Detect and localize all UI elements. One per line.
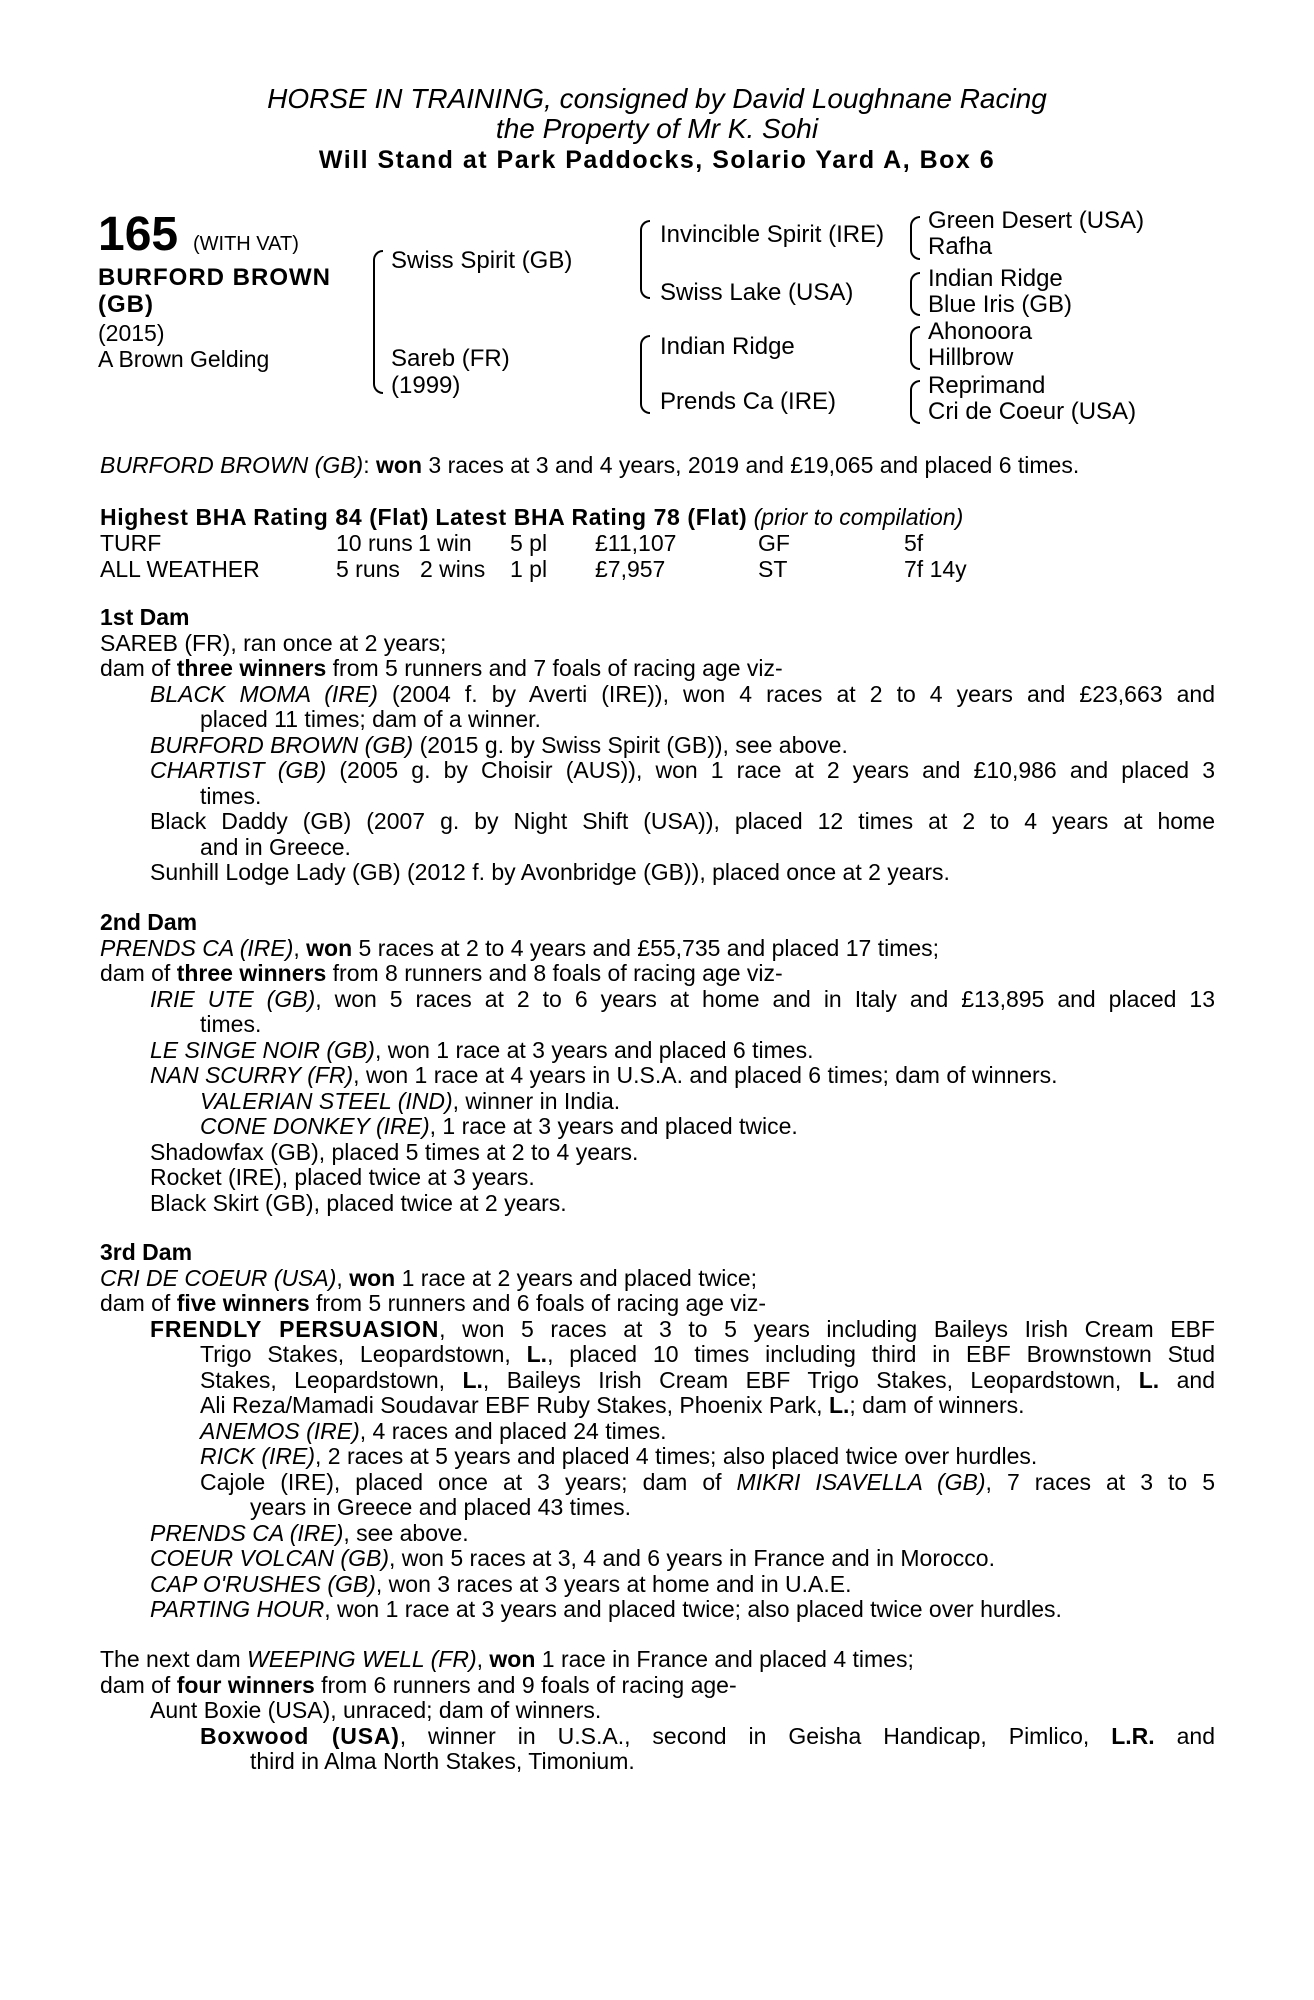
produce-entry: CONE DONKEY (IRE), 1 race at 3 years and placed twice. bbox=[200, 1113, 798, 1139]
produce-entry: CAP O'RUSHES (GB), won 3 races at 3 years at home and in U.A.E. bbox=[150, 1570, 852, 1597]
ped-g4: Blue Iris (GB) bbox=[928, 291, 1073, 318]
produce-entry: RICK (IRE), 2 races at 5 years and placed 4 times; also placed twice over hurdles. bbox=[200, 1443, 1038, 1469]
text-line: dam of three winners from 8 runners and 8 foals of racing age viz- bbox=[100, 960, 783, 986]
produce-entry: CHARTIST (GB) (2005 g. by Choisir (AUS)), won 1 race at 2 years and £10,986 and placed 3 bbox=[150, 757, 1215, 783]
third-dam-section bbox=[100, 1240, 1215, 1623]
text-line: SAREB (FR), ran once at 2 years; bbox=[100, 629, 447, 656]
ratings-cell: ST bbox=[758, 556, 788, 582]
ratings-cell: 1 win bbox=[418, 530, 472, 556]
ratings-cell: 1 pl bbox=[510, 556, 548, 582]
produce-entry: NAN SCURRY (FR), won 1 race at 4 years in U.S.A. and placed 6 times; dam of winners. bbox=[150, 1062, 1058, 1088]
vat-note: (WITH VAT) bbox=[193, 233, 299, 255]
produce-entry: BLACK MOMA (IRE) (2004 f. by Averti (IRE)), won 4 races at 2 to 4 years and £23,663 and bbox=[150, 680, 1215, 707]
ratings-cell: 10 runs bbox=[336, 530, 413, 556]
produce-entry-cont: years in Greece and placed 43 times. bbox=[250, 1494, 631, 1520]
produce-entry-cont: and in Greece. bbox=[200, 833, 351, 860]
ped-g5: Ahonoora bbox=[928, 318, 1033, 345]
horse-origin: (GB) bbox=[98, 291, 154, 318]
text-line: dam of five winners from 5 runners and 6 foals of racing age viz- bbox=[100, 1290, 767, 1316]
bracket-g3 bbox=[910, 326, 920, 370]
produce-entry: Cajole (IRE), placed once at 3 years; dam of MIKRI ISAVELLA (GB), 7 races at 3 to 5 bbox=[200, 1468, 1215, 1495]
ped-sire-sire: Invincible Spirit (IRE) bbox=[660, 221, 885, 248]
produce-entry: Black Daddy (GB) (2007 g. by Night Shift (USA)), placed 12 times at 2 to 4 years at home bbox=[150, 808, 1215, 834]
bracket-sire-dam bbox=[373, 250, 383, 394]
produce-entry: Shadowfax (GB), placed 5 times at 2 to 4 years. bbox=[150, 1138, 639, 1165]
race-summary: BURFORD BROWN (GB): won 3 races at 3 and 4 years, 2019 and £19,065 and placed 6 times. bbox=[100, 452, 1080, 478]
second-dam-section bbox=[100, 910, 1215, 1216]
section-heading: 2nd Dam bbox=[100, 909, 198, 935]
ped-g1: Green Desert (USA) bbox=[928, 207, 1145, 234]
ratings-cell: TURF bbox=[100, 530, 162, 556]
lot-number: 165 bbox=[98, 208, 179, 261]
produce-entry: Black Skirt (GB), placed twice at 2 years. bbox=[150, 1189, 567, 1216]
horse-name: BURFORD BROWN bbox=[98, 264, 331, 291]
ratings-cell: 5 pl bbox=[510, 530, 548, 556]
produce-entry: COEUR VOLCAN (GB), won 5 races at 3, 4 and 6 years in France and in Morocco. bbox=[150, 1545, 995, 1571]
produce-entry: BURFORD BROWN (GB) (2015 g. by Swiss Spirit (GB)), see above. bbox=[150, 731, 848, 758]
header-subtitle: the Property of Mr K. Sohi bbox=[495, 113, 819, 144]
text-line: The next dam WEEPING WELL (FR), won 1 race in France and placed 4 times; bbox=[100, 1646, 914, 1672]
produce-entry: PARTING HOUR, won 1 race at 3 years and placed twice; also placed twice over hurdles. bbox=[150, 1596, 1062, 1622]
ped-dam-sire: Indian Ridge bbox=[660, 333, 795, 360]
ped-dam: Sareb (FR) bbox=[391, 345, 510, 372]
section-heading: 3rd Dam bbox=[100, 1239, 193, 1265]
produce-entry-cont: times. bbox=[200, 1011, 262, 1037]
ped-dam-year: (1999) bbox=[391, 372, 461, 399]
produce-entry-cont: Ali Reza/Mamadi Soudavar EBF Ruby Stakes, Phoenix Park, L.; dam of winners. bbox=[200, 1392, 1025, 1418]
produce-entry: Rocket (IRE), placed twice at 3 years. bbox=[150, 1164, 535, 1190]
produce-entry-cont: times. bbox=[200, 782, 262, 809]
first-dam-section bbox=[100, 605, 1215, 886]
produce-entry: LE SINGE NOIR (GB), won 1 race at 3 years and placed 6 times. bbox=[150, 1036, 814, 1063]
ratings-line: Highest BHA Rating 84 (Flat) Latest BHA Rating 78 (Flat) (prior to compilation) bbox=[100, 504, 964, 530]
section-heading: 1st Dam bbox=[100, 604, 190, 630]
header-title: HORSE IN TRAINING, consigned by David Loughnane Racing bbox=[267, 83, 1047, 114]
produce-entry: ANEMOS (IRE), 4 races and placed 24 times. bbox=[200, 1417, 667, 1444]
ratings-cell: 2 wins bbox=[420, 556, 486, 582]
ped-g2: Rafha bbox=[928, 233, 993, 260]
ratings-cell: 7f 14y bbox=[904, 556, 967, 582]
horse-year: (2015) bbox=[98, 320, 165, 346]
text-line: PRENDS CA (IRE), won 5 races at 2 to 4 years and £55,735 and placed 17 times; bbox=[100, 934, 940, 961]
ped-g3: Indian Ridge bbox=[928, 265, 1063, 292]
ped-sire: Swiss Spirit (GB) bbox=[391, 247, 573, 274]
ratings-cell: GF bbox=[758, 530, 790, 556]
produce-entry-cont: Trigo Stakes, Leopardstown, L., placed 10 times including third in EBF Brownstown Stud bbox=[200, 1341, 1215, 1367]
text-line: dam of three winners from 5 runners and 7 foals of racing age viz- bbox=[100, 655, 783, 681]
ped-sire-dam: Swiss Lake (USA) bbox=[660, 279, 854, 306]
produce-entry-cont: placed 11 times; dam of a winner. bbox=[200, 706, 541, 732]
bracket-dam-line bbox=[640, 335, 650, 414]
produce-entry: Sunhill Lodge Lady (GB) (2012 f. by Avonbridge (GB)), placed once at 2 years. bbox=[150, 859, 950, 885]
text-line: CRI DE COEUR (USA), won 1 race at 2 years and placed twice; bbox=[100, 1264, 757, 1291]
produce-entry: PRENDS CA (IRE), see above. bbox=[150, 1519, 469, 1546]
produce-entry: VALERIAN STEEL (IND), winner in India. bbox=[200, 1087, 621, 1114]
ped-g7: Reprimand bbox=[928, 372, 1046, 399]
bracket-g2 bbox=[910, 272, 920, 316]
bracket-g4 bbox=[910, 380, 920, 424]
next-dam-section bbox=[100, 1647, 1215, 1775]
bracket-sire-line bbox=[640, 220, 650, 299]
ratings-cell: 5 runs bbox=[336, 556, 400, 582]
produce-entry: Aunt Boxie (USA), unraced; dam of winners. bbox=[150, 1697, 602, 1723]
produce-entry: Boxwood (USA), winner in U.S.A., second in Geisha Handicap, Pimlico, L.R. and bbox=[200, 1722, 1215, 1749]
ped-dam-dam: Prends Ca (IRE) bbox=[660, 388, 837, 415]
produce-entry: FRENDLY PERSUASION, won 5 races at 3 to 5 years including Baileys Irish Cream EBF bbox=[150, 1315, 1215, 1342]
produce-entry: IRIE UTE (GB), won 5 races at 2 to 6 years at home and in Italy and £13,895 and placed 13 bbox=[150, 985, 1216, 1012]
ped-g6: Hillbrow bbox=[928, 344, 1014, 371]
text-line: dam of four winners from 6 runners and 9 foals of racing age- bbox=[100, 1671, 737, 1698]
ped-g8: Cri de Coeur (USA) bbox=[928, 398, 1137, 425]
produce-entry-cont: third in Alma North Stakes, Timonium. bbox=[250, 1748, 635, 1774]
bracket-g1 bbox=[910, 216, 920, 260]
ratings-cell: ALL WEATHER bbox=[100, 556, 260, 582]
header-location: Will Stand at Park Paddocks, Solario Yard A, Box 6 bbox=[318, 146, 996, 174]
ratings-cell: 5f bbox=[904, 530, 924, 556]
horse-description: A Brown Gelding bbox=[98, 346, 270, 372]
ratings-cell: £7,957 bbox=[595, 556, 666, 582]
ratings-cell: £11,107 bbox=[595, 530, 677, 556]
produce-entry-cont: Stakes, Leopardstown, L., Baileys Irish Cream EBF Trigo Stakes, Leopardstown, L. and bbox=[200, 1366, 1215, 1393]
